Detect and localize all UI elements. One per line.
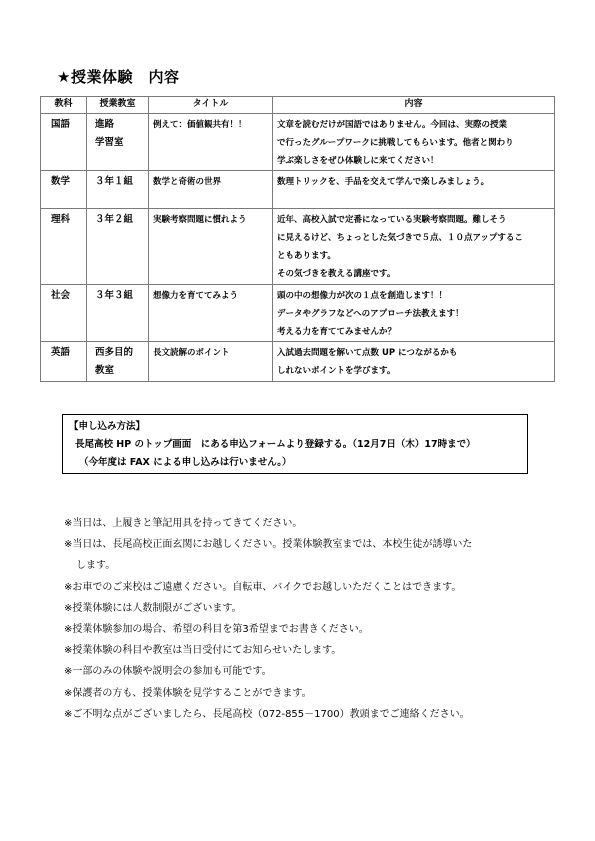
row-room <box>87 285 149 342</box>
content-line: 文章を読むだけが国語ではありません。今回は、実際の授業 <box>277 120 508 130</box>
content-line: 数理トリックを、手品を交えて学んで楽しみましょう。 <box>277 177 490 187</box>
row-room <box>87 209 149 285</box>
note-item: ※お車でのご来校はご遠慮ください。自転車、バイクでお越しいただくことはできます。 <box>64 581 462 593</box>
note-item: します。 <box>76 560 116 572</box>
row-room <box>87 342 149 382</box>
content-line: 頭の中の想像力が次の１点を創造します！！ <box>277 291 448 301</box>
content-line: しれないポイントを学びます。 <box>277 366 396 376</box>
notes-list <box>64 513 554 725</box>
content-line: 学ぶ楽しさをぜひ体験しに来てください！ <box>277 156 439 166</box>
room-line: 西多目的 <box>95 347 134 358</box>
table-header-row <box>41 97 555 114</box>
room-line: 教室 <box>95 365 115 376</box>
header-content: 内容 <box>273 97 555 114</box>
row-title: 長文読解のポイント <box>149 342 273 382</box>
row-subject: 英語 <box>41 342 87 382</box>
row-subject: 社会 <box>41 285 87 342</box>
content-line: で行ったグループワークに挑戦してもらいます。他者と関わり <box>277 138 514 148</box>
note-item: ※授業体験参加の場合、希望の科目を第3希望までお書きください。 <box>64 624 369 636</box>
row-title: 数学と奇術の世界 <box>149 171 273 209</box>
table-row <box>41 209 555 285</box>
row-content <box>273 209 555 285</box>
table-row <box>41 114 555 171</box>
row-subject: 理科 <box>41 209 87 285</box>
application-line: 長尾高校 HP のトップ画面 にある申込フォームより登録する。（12月7日（木）17時まで） <box>75 439 476 450</box>
table-row <box>41 285 555 342</box>
application-heading: 【申し込み方法】 <box>69 421 146 432</box>
content-line: 近年、高校入試で定番になっている実験考察問題。難しそう <box>277 215 507 225</box>
row-room <box>87 114 149 171</box>
page-title: ★授業体験 内容 <box>57 68 180 86</box>
header-title: タイトル <box>149 97 273 114</box>
row-content <box>273 171 555 209</box>
note-item: ※ご不明な点がございましたら、長尾高校（072-855－1700）教頭までご連絡ください。 <box>64 708 470 720</box>
room-line: ３年１組 <box>95 176 134 187</box>
content-line: 考える力を育ててみませんか？ <box>277 327 397 337</box>
row-content <box>273 285 555 342</box>
row-subject: 数学 <box>41 171 87 209</box>
content-line: データやグラフなどへのアプローチ法教えます！ <box>277 309 464 319</box>
row-title: 実験考察問題に慣れよう <box>149 209 273 285</box>
content-line: その気づきを教える講座です。 <box>277 269 396 279</box>
header-subject: 教科 <box>41 97 87 114</box>
content-line: 入試過去問題を解いて点数 UP につながるかも <box>277 348 458 358</box>
note-item: ※当日は、長尾高校正面玄関にお越しください。授業体験教室までは、本校生徒が誘導いた <box>64 539 473 551</box>
application-line: （今年度は FAX による申し込みは行いません。） <box>79 457 292 468</box>
row-room <box>87 171 149 209</box>
room-line: 学習室 <box>95 137 124 148</box>
application-box <box>62 414 528 474</box>
header-room: 授業教室 <box>87 97 149 114</box>
content-line: に見えるけど、ちょっとした気づきで５点、１０点アップするこ <box>277 233 523 243</box>
note-item: ※当日は、上履きと筆記用具を持ってきてください。 <box>64 518 303 529</box>
note-item: ※保護者の方も、授業体験を見学することができます。 <box>64 687 312 699</box>
content-line: ともあります。 <box>277 251 336 261</box>
room-line: 進路 <box>95 119 115 130</box>
table-row <box>41 171 555 209</box>
note-item: ※一部のみの体験や説明会の参加も可能です。 <box>64 666 272 678</box>
row-title: 例えて：価値観共有！！ <box>149 114 273 171</box>
row-content <box>273 114 555 171</box>
row-subject: 国語 <box>41 114 87 171</box>
note-item: ※授業体験の科目や教室は当日受付にてお知らせいたします。 <box>64 645 342 657</box>
room-line: ３年２組 <box>95 214 134 225</box>
row-title: 想像力を育ててみよう <box>149 285 273 342</box>
note-item: ※授業体験には人数制限がございます。 <box>64 602 242 614</box>
schedule-table <box>40 96 555 382</box>
row-content <box>273 342 555 382</box>
room-line: ３年３組 <box>95 290 134 301</box>
table-row <box>41 342 555 382</box>
